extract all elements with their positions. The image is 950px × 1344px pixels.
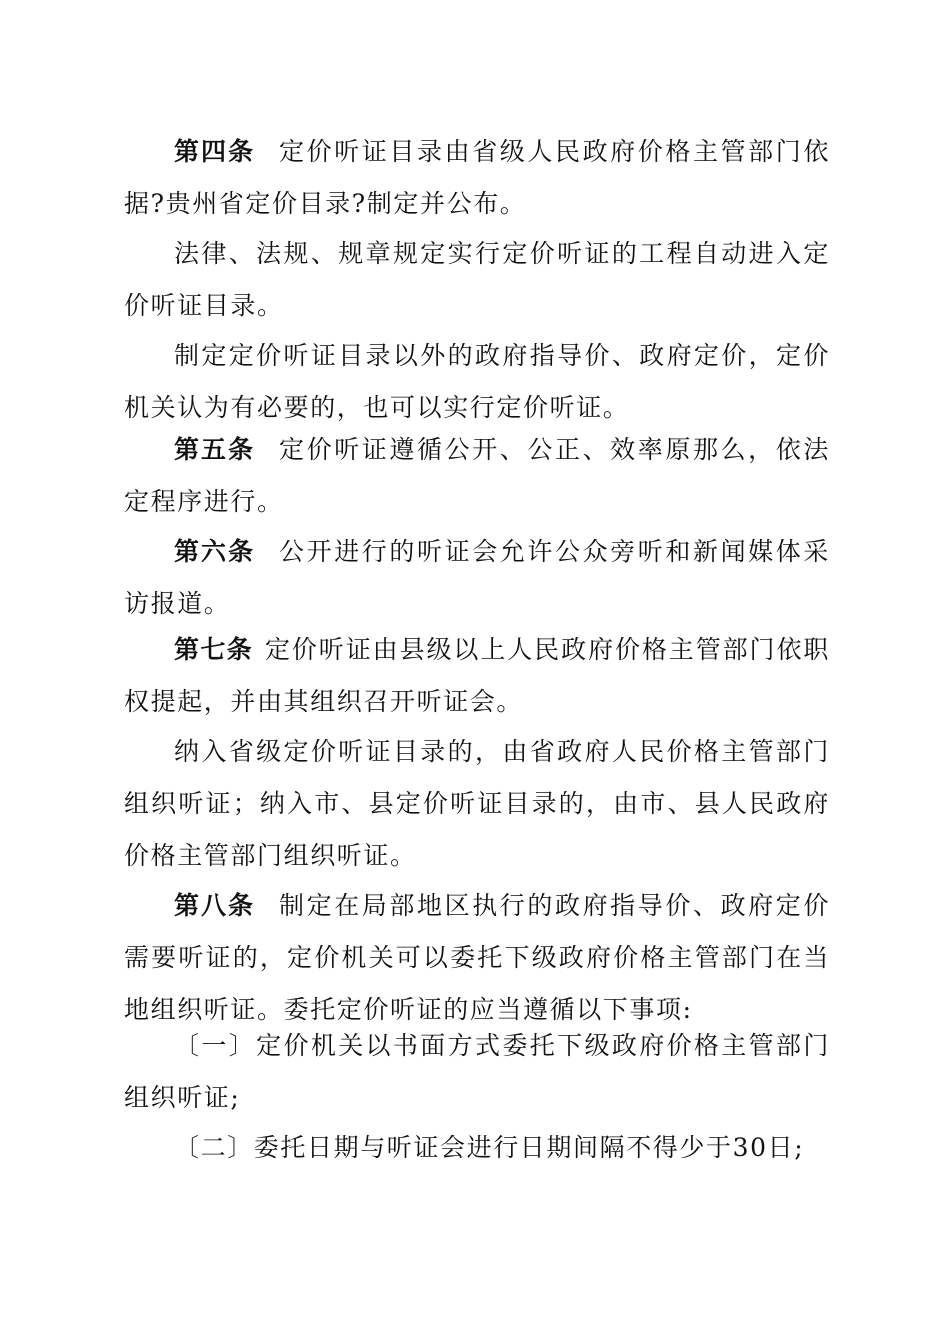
article-heading: 第八条 [174,891,255,920]
paragraph-text: 制定定价听证目录以外的政府指导价、政府定价，定价机关认为有必要的，也可以实行定价听证。 [124,341,830,422]
article-heading: 第五条 [174,435,255,464]
article-heading: 第六条 [174,537,255,566]
paragraph [124,330,830,434]
paragraph-text: 定价听证遵循公开、公正、效率原那么，依法定程序进行。 [124,435,830,516]
article-heading: 第四条 [174,137,255,166]
paragraph-text: 定价听证目录由省级人民政府价格主管部门依据?贵州省定价目录?制定并公布。 [124,137,830,218]
paragraph-text: 公开进行的听证会允许公众旁听和新闻媒体采访报道。 [124,537,830,618]
paragraph-article-8 [124,880,830,1036]
paragraph-article-6 [124,526,830,630]
paragraph-article-4 [124,126,830,230]
list-item [124,1020,830,1124]
list-item [124,1122,830,1174]
paragraph [124,726,830,882]
article-heading: 第七条 [174,635,253,664]
paragraph-text: 法律、法规、规章规定实行定价听证的工程自动进入定价听证目录。 [124,239,830,320]
paragraph-text: 定价听证由县级以上人民政府价格主管部门依职权提起，并由其组织召开听证会。 [124,635,830,716]
paragraph-article-5 [124,424,830,528]
paragraph-text: 纳入省级定价听证目录的，由省政府人民价格主管部门组织听证；纳入市、县定价听证目录的，由市、县人民政府价格主管部门组织听证。 [124,737,830,870]
paragraph-article-7 [124,624,830,728]
paragraph-text: 〔一〕定价机关以书面方式委托下级政府价格主管部门组织听证; [124,1031,830,1112]
paragraph-text: 制定在局部地区执行的政府指导价、政府定价需要听证的，定价机关可以委托下级政府价格主管部门在当地组织听证。委托定价听证的应当遵循以下事项: [124,891,830,1024]
paragraph [124,228,830,332]
paragraph-text: 〔二〕委托日期与听证会进行日期间隔不得少于30日; [174,1133,805,1162]
